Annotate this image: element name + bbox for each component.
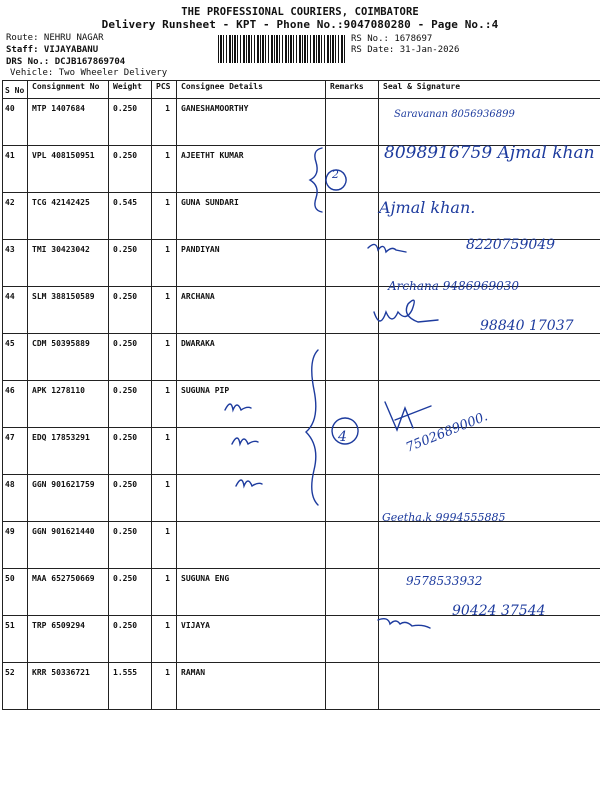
route-label: Route: NEHRU NAGAR [6, 33, 104, 43]
cell-sno: 49 [3, 522, 28, 569]
cell-sno: 41 [3, 146, 28, 193]
table-row [3, 522, 600, 569]
cell-signature [379, 428, 600, 475]
cell-name: SUGUNA ENG [177, 569, 326, 616]
sig-41: 8098916759 Ajmal khan [384, 143, 595, 163]
cell-signature [379, 381, 600, 428]
cell-remarks [326, 569, 379, 616]
cell-weight: 0.545 [109, 193, 152, 240]
table-row [3, 616, 600, 663]
cell-signature [379, 616, 600, 663]
cell-cons: TMI 30423042 [28, 240, 109, 287]
cell-pcs: 1 [152, 193, 177, 240]
col-header-remarks: Remarks [326, 81, 379, 99]
cell-cons: GGN 901621440 [28, 522, 109, 569]
cell-name: VIJAYA [177, 616, 326, 663]
cell-remarks [326, 240, 379, 287]
cell-sno: 44 [3, 287, 28, 334]
cell-signature [379, 475, 600, 522]
table-row [3, 381, 600, 428]
table-row [3, 193, 600, 240]
drs-label: DRS No.: DCJB167869704 [6, 57, 126, 67]
cell-pcs: 1 [152, 569, 177, 616]
staff-label: Staff: VIJAYABANU [6, 45, 99, 55]
cell-name: AJEETHT KUMAR [177, 146, 326, 193]
company-title: THE PROFESSIONAL COURIERS, COIMBATORE [181, 6, 419, 18]
cell-pcs: 1 [152, 334, 177, 381]
cell-signature [379, 663, 600, 710]
sig-44: Archana 9486969030 [388, 279, 520, 293]
cell-pcs: 1 [152, 381, 177, 428]
cell-remarks [326, 475, 379, 522]
cell-remarks [326, 381, 379, 428]
table-row [3, 428, 600, 475]
cell-remarks [326, 428, 379, 475]
cell-name: SUGUNA PIP [177, 381, 326, 428]
cell-weight: 1.555 [109, 663, 152, 710]
cell-weight: 0.250 [109, 616, 152, 663]
col-header-consignment: Consignment No [28, 81, 109, 99]
cell-sno: 42 [3, 193, 28, 240]
cell-weight: 0.250 [109, 146, 152, 193]
sig-48: 7502689000. [403, 409, 491, 456]
cell-sno: 40 [3, 99, 28, 146]
cell-remarks [326, 663, 379, 710]
cell-sno: 45 [3, 334, 28, 381]
sig-52: 90424 37544 [452, 603, 546, 619]
cell-signature [379, 287, 600, 334]
table-row [3, 287, 600, 334]
cell-cons: GGN 901621759 [28, 475, 109, 522]
cell-sno: 47 [3, 428, 28, 475]
cell-sno: 46 [3, 381, 28, 428]
cell-remarks [326, 287, 379, 334]
col-header-sno: S No [3, 81, 28, 99]
cell-name: GUNA SUNDARI [177, 193, 326, 240]
cell-sno: 52 [3, 663, 28, 710]
cell-cons: APK 1278110 [28, 381, 109, 428]
cell-signature [379, 569, 600, 616]
sig-51: 9578533932 [406, 574, 483, 588]
cell-weight: 0.250 [109, 381, 152, 428]
table-row [3, 334, 600, 381]
cell-weight: 0.250 [109, 475, 152, 522]
runsheet-title: Delivery Runsheet - KPT - Phone No.:9047080280 - Page No.:4 [101, 18, 499, 31]
cell-signature [379, 99, 600, 146]
table-row [3, 663, 600, 710]
cell-signature [379, 193, 600, 240]
cell-cons: MAA 652750669 [28, 569, 109, 616]
cell-pcs: 1 [152, 99, 177, 146]
cell-signature [379, 522, 600, 569]
cell-cons: TRP 6509294 [28, 616, 109, 663]
cell-cons: SLM 388150589 [28, 287, 109, 334]
table-row [3, 475, 600, 522]
col-header-pcs: PCS [152, 81, 177, 99]
sig-50: Geetha.k 9994555885 [382, 511, 506, 524]
table-row [3, 146, 600, 193]
runsheet-table [2, 80, 600, 710]
cell-remarks [326, 522, 379, 569]
table-row [3, 99, 600, 146]
cell-pcs: 1 [152, 146, 177, 193]
barcode [218, 35, 346, 63]
cell-name: RAMAN [177, 663, 326, 710]
table-row [3, 240, 600, 287]
cell-cons: VPL 408150951 [28, 146, 109, 193]
cell-sno: 48 [3, 475, 28, 522]
cell-pcs: 1 [152, 428, 177, 475]
sig-43: 8220759049 [466, 237, 556, 253]
cell-signature [379, 334, 600, 381]
col-header-consignee: Consignee Details [177, 81, 326, 99]
table-row [3, 569, 600, 616]
cell-weight: 0.250 [109, 428, 152, 475]
vehicle-label: Vehicle: Two Wheeler Delivery [10, 68, 168, 78]
cell-pcs: 1 [152, 663, 177, 710]
cell-name: GANESHAMOORTHY [177, 99, 326, 146]
cell-cons: EDQ 17853291 [28, 428, 109, 475]
sig-45: 98840 17037 [480, 318, 574, 334]
cell-pcs: 1 [152, 240, 177, 287]
table-body [3, 99, 600, 710]
cell-sno: 50 [3, 569, 28, 616]
cell-weight: 0.250 [109, 334, 152, 381]
brace-top-count: 2 [332, 168, 339, 181]
col-header-weight: Weight [109, 81, 152, 99]
cell-weight: 0.250 [109, 99, 152, 146]
cell-name [177, 475, 326, 522]
cell-name: PANDIYAN [177, 240, 326, 287]
cell-signature [379, 146, 600, 193]
table-header-row [3, 81, 600, 99]
cell-pcs: 1 [152, 616, 177, 663]
cell-sno: 51 [3, 616, 28, 663]
cell-signature [379, 240, 600, 287]
cell-name [177, 428, 326, 475]
cell-remarks [326, 193, 379, 240]
cell-sno: 43 [3, 240, 28, 287]
brace-bottom-count: 4 [338, 429, 347, 445]
col-header-signature: Seal & Signature [379, 81, 600, 99]
cell-weight: 0.250 [109, 240, 152, 287]
cell-cons: TCG 42142425 [28, 193, 109, 240]
cell-cons: KRR 50336721 [28, 663, 109, 710]
cell-name [177, 522, 326, 569]
sig-42: Ajmal khan. [379, 198, 476, 217]
cell-pcs: 1 [152, 475, 177, 522]
cell-remarks [326, 334, 379, 381]
cell-name: DWARAKA [177, 334, 326, 381]
cell-weight: 0.250 [109, 522, 152, 569]
sig-40: Saravanan 8056936899 [394, 109, 515, 120]
cell-pcs: 1 [152, 287, 177, 334]
cell-remarks [326, 146, 379, 193]
rs-date: RS Date: 31-Jan-2026 [351, 45, 460, 55]
cell-weight: 0.250 [109, 569, 152, 616]
rs-number: RS No.: 1678697 [351, 34, 433, 44]
cell-remarks [326, 616, 379, 663]
cell-remarks [326, 99, 379, 146]
cell-pcs: 1 [152, 522, 177, 569]
cell-cons: MTP 1407684 [28, 99, 109, 146]
cell-weight: 0.250 [109, 287, 152, 334]
cell-cons: CDM 50395889 [28, 334, 109, 381]
cell-name: ARCHANA [177, 287, 326, 334]
